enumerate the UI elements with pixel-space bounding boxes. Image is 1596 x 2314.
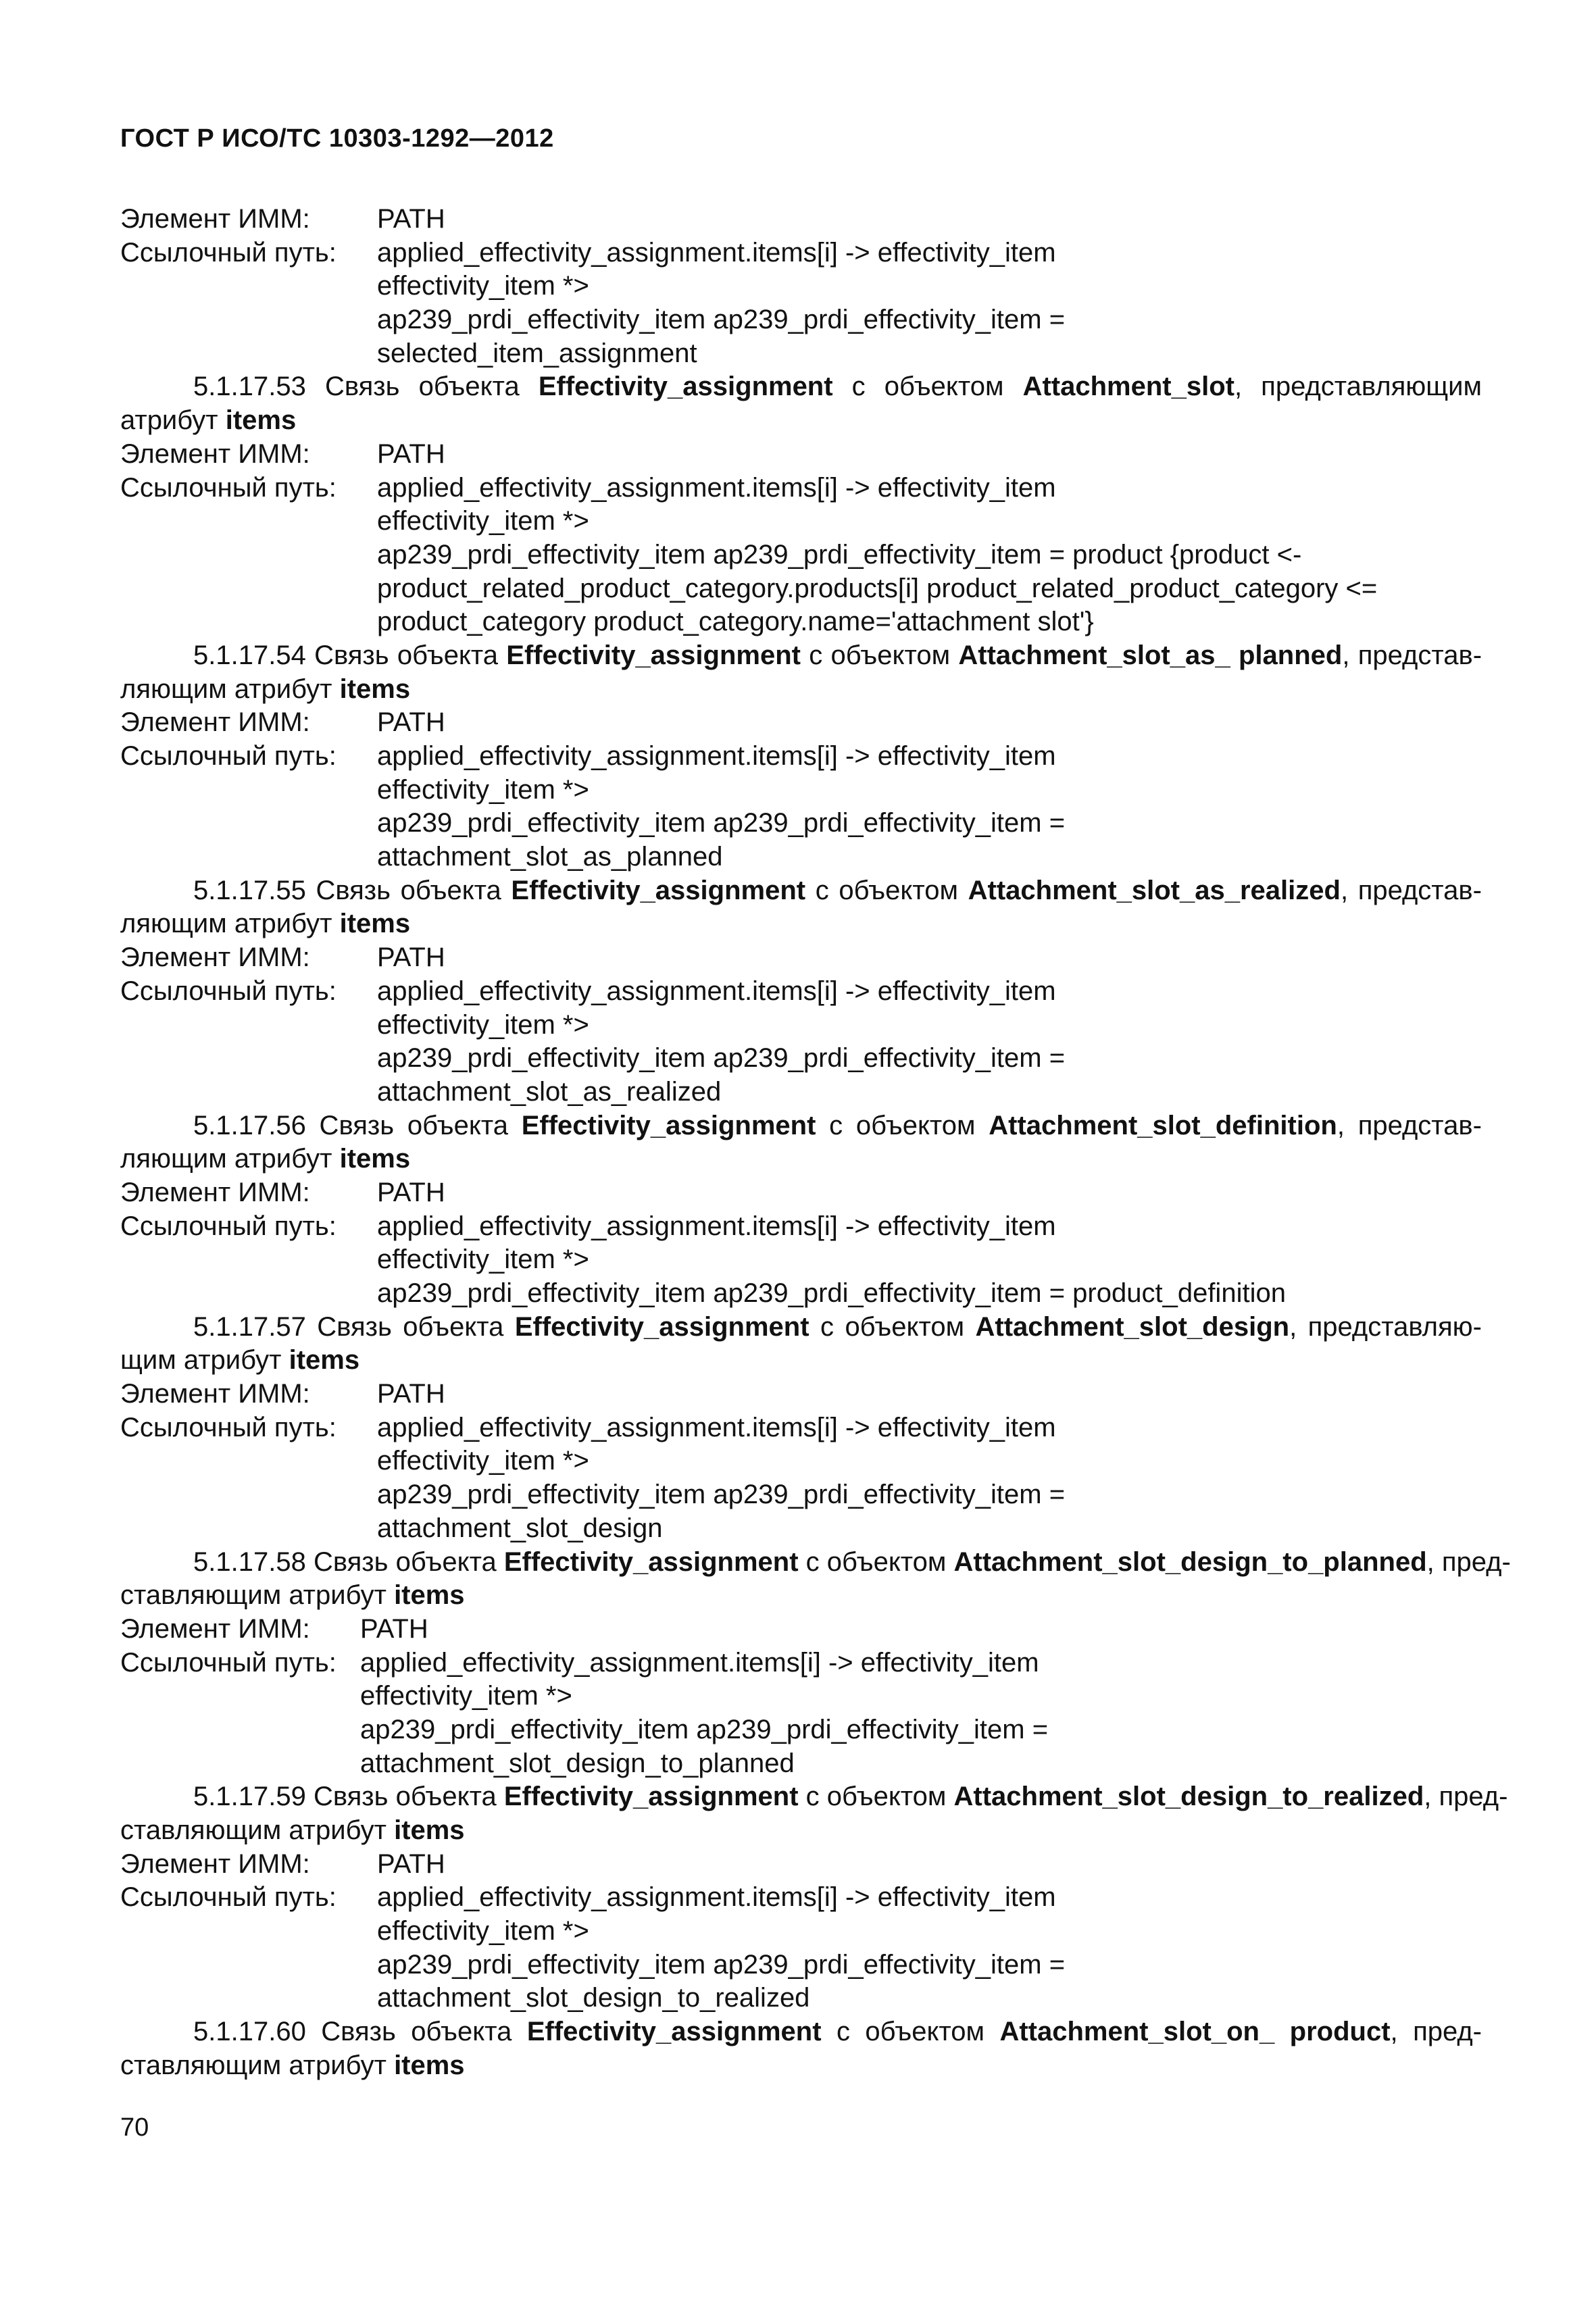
- reference-path-line: attachment_slot_design_to_realized: [377, 1983, 810, 2013]
- reference-path-row: Ссылочный путь: applied_effectivity_assignment.items[i] -> effectivity_item: [120, 741, 1056, 771]
- imm-element-row: Элемент ИММ: PATH: [120, 942, 445, 973]
- reference-path-line: ap239_prdi_effectivity_item ap239_prdi_effectivity_item =: [377, 1043, 1066, 1074]
- reference-path-row: [120, 236, 1482, 270]
- reference-path-line: effectivity_item *>: [360, 1681, 572, 1711]
- reference-path-line: selected_item_assignment: [377, 338, 697, 368]
- section-heading: 5.1.17.56 Связь объекта Effectivity_assignment с объектом Attachment_slot_definition, представ- ляющим атрибут items: [120, 1110, 1482, 1174]
- reference-path-line: ap239_prdi_effectivity_item ap239_prdi_effectivity_item =: [377, 1949, 1066, 1980]
- imm-element-value: PATH: [377, 204, 445, 234]
- section-heading: 5.1.17.58 Связь объекта Effectivity_assignment с объектом Attachment_slot_design_to_planned, пред- ставляющим атрибут items: [120, 1546, 1511, 1611]
- reference-path-line: effectivity_item *>: [377, 1916, 589, 1946]
- section-heading: 5.1.17.54 Связь объекта Effectivity_assignment с объектом Attachment_slot_as_ planned, представ- ляющим атрибут items: [120, 640, 1482, 704]
- reference-path-line: effectivity_item *>: [377, 774, 589, 805]
- reference-path-line: attachment_slot_design: [377, 1513, 663, 1543]
- section-heading: 5.1.17.59 Связь объекта Effectivity_assignment с объектом Attachment_slot_design_to_realized, пред- ставляющим атрибут items: [120, 1782, 1508, 1845]
- reference-path-line: ap239_prdi_effectivity_item ap239_prdi_effectivity_item =: [377, 808, 1066, 838]
- reference-path-line: effectivity_item *>: [377, 271, 589, 301]
- imm-element-row: Элемент ИММ: PATH: [120, 1848, 445, 1879]
- reference-path-label: Ссылочный путь:: [120, 237, 336, 268]
- reference-path-line: effectivity_item *>: [377, 1244, 589, 1275]
- imm-element-row: Элемент ИММ: PATH: [120, 1177, 445, 1207]
- imm-element-row: Элемент ИММ: PATH: [120, 1613, 428, 1644]
- reference-path-row: Ссылочный путь: applied_effectivity_assignment.items[i] -> effectivity_item: [120, 1412, 1056, 1442]
- imm-element-row: [120, 203, 1482, 236]
- imm-element-row: Элемент ИММ: PATH: [120, 707, 445, 738]
- reference-path-line: attachment_slot_as_planned: [377, 842, 723, 872]
- reference-path-line: effectivity_item *>: [377, 1446, 589, 1476]
- section-heading: 5.1.17.53 Связь объекта Effectivity_assignment с объектом Attachment_slot, представляющим атрибут items: [120, 372, 1482, 436]
- reference-path-line: effectivity_item *>: [377, 1009, 589, 1040]
- reference-path-line: ap239_prdi_effectivity_item ap239_prdi_effectivity_item = product_definition: [377, 1278, 1286, 1308]
- reference-path-line: ap239_prdi_effectivity_item ap239_prdi_effectivity_item = product {product <-: [377, 539, 1302, 570]
- page-header: ГОСТ Р ИСО/ТС 10303-1292—2012: [120, 124, 554, 153]
- section-heading: 5.1.17.57 Связь объекта Effectivity_assignment с объектом Attachment_slot_design, представляю- щим атрибут items: [120, 1311, 1482, 1376]
- reference-path-line: applied_effectivity_assignment.items[i] -> effectivity_item: [377, 237, 1056, 268]
- reference-path-line: ap239_prdi_effectivity_item ap239_prdi_effectivity_item =: [377, 1480, 1066, 1510]
- imm-element-row: Элемент ИММ: PATH: [120, 438, 445, 469]
- reference-path-row: Ссылочный путь: applied_effectivity_assignment.items[i] -> effectivity_item: [120, 1647, 1039, 1678]
- imm-element-row: Элемент ИММ: PATH: [120, 1379, 445, 1409]
- reference-path-line: attachment_slot_design_to_planned: [360, 1748, 795, 1778]
- reference-path-line: ap239_prdi_effectivity_item ap239_prdi_effectivity_item =: [360, 1714, 1049, 1744]
- reference-path-row: Ссылочный путь: applied_effectivity_assignment.items[i] -> effectivity_item: [120, 1882, 1056, 1913]
- reference-path-row: Ссылочный путь: applied_effectivity_assignment.items[i] -> effectivity_item: [120, 472, 1056, 503]
- imm-element-label: Элемент ИММ:: [120, 204, 310, 234]
- section-heading: 5.1.17.60 Связь объекта Effectivity_assignment с объектом Attachment_slot_on_ product, пред- ставляющим атрибут items: [120, 2017, 1482, 2080]
- reference-path-line: effectivity_item *>: [377, 506, 589, 536]
- reference-path-line: ap239_prdi_effectivity_item ap239_prdi_effectivity_item =: [377, 305, 1066, 335]
- reference-path-row: Ссылочный путь: applied_effectivity_assignment.items[i] -> effectivity_item: [120, 976, 1056, 1006]
- reference-path-line: product_category product_category.name='attachment slot'}: [377, 607, 1094, 637]
- reference-path-row: Ссылочный путь: applied_effectivity_assignment.items[i] -> effectivity_item: [120, 1211, 1056, 1241]
- page-number: 70: [120, 2113, 149, 2142]
- reference-path-line: product_related_product_category.products[i] product_related_product_category <=: [377, 573, 1378, 603]
- reference-path-line: attachment_slot_as_realized: [377, 1076, 722, 1107]
- page-content: [120, 203, 1511, 2083]
- section-heading: 5.1.17.55 Связь объекта Effectivity_assignment с объектом Attachment_slot_as_realized, представ- ляющим атрибут items: [120, 875, 1482, 939]
